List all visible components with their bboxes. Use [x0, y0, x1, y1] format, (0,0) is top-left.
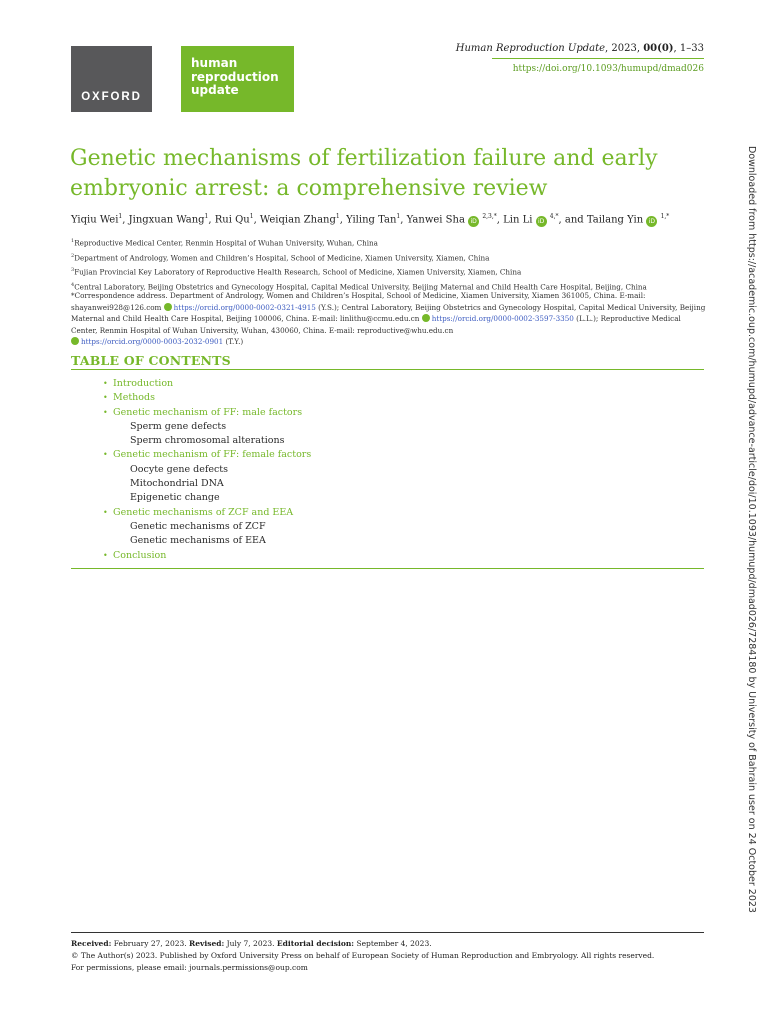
journal-logo-line: update [191, 83, 239, 97]
author-name: Weiqian Zhang [259, 214, 336, 226]
bullet-icon: • [103, 550, 108, 560]
author-affiliation-marker: 2,3,* [482, 213, 497, 220]
affiliation-text: Reproductive Medical Center, Renmin Hospital of Wuhan University, Wuhan, China [74, 238, 378, 248]
affiliations [71, 235, 711, 293]
author-name: Yiling Tan [346, 214, 397, 226]
decision-date: September 4, 2023. [356, 939, 432, 948]
author-name: Rui Qu [214, 214, 250, 226]
affiliation-text: Fujian Provincial Key Laboratory of Reproductive Health Research, School of Medicine, Xiamen University, Xiamen, China [74, 267, 522, 277]
toc-subsection [103, 477, 663, 491]
author-affiliation-marker: 1 [396, 213, 401, 220]
affiliation-text: Department of Andrology, Women and Children’s Hospital, School of Medicine, Xiamen University, Xiamen, China [74, 252, 490, 262]
orcid-link[interactable]: https://orcid.org/0000-0002-0321-4915 [173, 302, 316, 312]
affiliation-number: 1 [71, 238, 75, 244]
author-affiliation-marker: 1,* [660, 213, 670, 220]
revised-label: Revised: [189, 939, 225, 948]
author-name: Yanwei Sha [406, 214, 465, 226]
orcid-icon[interactable]: iD [646, 216, 657, 227]
affiliation-text: Central Laboratory, Beijing Obstetrics and Gynecology Hospital, Capital Medical University, Beijing Maternal and Child Health Care Hospital, Beijing, China [74, 282, 647, 292]
toc-section-link[interactable] [103, 448, 663, 462]
author-name: Lin Li [503, 214, 533, 226]
author-affiliation-marker: 4,* [549, 213, 559, 220]
orcid-link[interactable]: https://orcid.org/0000-0003-2032-0901 [81, 337, 224, 347]
doi-link[interactable]: https://doi.org/10.1093/humupd/dmad026 [512, 64, 704, 74]
toc-label: Epigenetic change [130, 492, 220, 504]
journal-citation [456, 43, 704, 54]
author-name: Tailang Yin [586, 214, 644, 226]
bullet-icon: • [103, 450, 108, 460]
correspondence-text: *Correspondence address. Department of Andrology, Women and Children’s Hospital, School of Medicine, Xiamen University, Xiamen 361005, China. E-mail: shayanwei928@126.com [71, 291, 646, 312]
toc-label: Mitochondrial DNA [130, 478, 224, 490]
affiliation-item [71, 250, 711, 265]
orcid-icon[interactable]: iD [468, 216, 479, 227]
toc-label: Genetic mechanism of FF: male factors [113, 406, 303, 418]
journal-logo [181, 46, 294, 112]
toc-label: Oocyte gene defects [130, 463, 228, 475]
correspondence-text: (T.Y.) [225, 337, 244, 347]
toc-label: Introduction [113, 378, 174, 389]
toc-section-link[interactable] [103, 406, 663, 420]
toc-label: Genetic mechanisms of EEA [130, 535, 266, 547]
toc-label: Genetic mechanisms of ZCF and EEA [113, 506, 294, 518]
footer-divider [71, 932, 704, 933]
toc-heading: TABLE OF CONTENTS [71, 353, 231, 368]
author-affiliation-marker: 1 [249, 213, 254, 220]
affiliation-number: 2 [71, 252, 75, 259]
affiliation-number: 4 [71, 281, 75, 288]
orcid-icon [422, 314, 430, 322]
publication-dates [71, 938, 711, 950]
download-note-text: Downloaded from https://academic.oup.com/humupd/advance-article/doi/10.1093/humupd/dmad026/7284180 by University of Bahrain user on 24 October 2023 [746, 146, 757, 913]
author-name: Jingxuan Wang [128, 214, 205, 226]
decision-label: Editorial decision: [276, 939, 355, 948]
toc-label: Genetic mechanism of FF: female factors [113, 449, 312, 461]
toc-label: Sperm chromosomal alterations [130, 435, 285, 447]
received-label: Received: [71, 939, 112, 948]
toc-section-link[interactable] [103, 391, 663, 405]
bullet-icon: • [103, 407, 108, 417]
oxford-logo [71, 46, 152, 112]
journal-logo-line: reproduction [191, 69, 279, 84]
article-title: Genetic mechanisms of fertilization failure and early embryonic arrest: a comprehensive review [70, 146, 658, 201]
toc-subsection [103, 520, 663, 534]
toc-subsection [103, 463, 663, 477]
toc-divider [71, 369, 704, 370]
toc-divider [71, 568, 704, 569]
orcid-icon [164, 303, 172, 311]
toc-label: Conclusion [113, 549, 167, 561]
citation-issue: 00(0) [643, 43, 674, 54]
affiliation-number: 3 [71, 267, 75, 274]
oxford-logo-text: OXFORD [81, 91, 142, 103]
toc-label: Methods [113, 392, 155, 404]
bullet-icon: • [103, 393, 108, 403]
toc-subsection [103, 420, 663, 434]
orcid-link[interactable]: https://orcid.org/0000-0002-3597-3350 [431, 314, 574, 324]
journal-logo-line: human [191, 56, 238, 70]
orcid-icon [71, 337, 79, 345]
toc-list [103, 377, 663, 563]
toc-section-link[interactable] [103, 549, 663, 563]
author-affiliation-marker: 1 [204, 213, 209, 220]
correspondence-address [71, 290, 706, 348]
copyright-notice: © The Author(s) 2023. Published by Oxford University Press on behalf of European Society of Human Reproduction and Embryology. All rights reserved. [71, 951, 655, 961]
author-name: Yiqiu Wei [71, 214, 119, 226]
revised-date: July 7, 2023. [226, 939, 275, 948]
correspondence-text: (Y.S.); Central Laboratory, Beijing Obstetrics and Gynecology Hospital, Capital Medical University, Beijing Maternal and Child Health Care Hospital, Beijing 100006, China. E-mail: linlithu@ccmu.edu.cn [71, 302, 706, 324]
toc-subsection [103, 534, 663, 548]
correspondence-text: (L.L.); Reproductive Medical Center, Renmin Hospital of Wuhan University, Wuhan, 430060, China. E-mail: reproductive@whu.edu.cn [71, 314, 681, 335]
toc-section-link[interactable] [103, 506, 663, 520]
toc-subsection [103, 491, 663, 505]
affiliation-item [71, 264, 711, 279]
bullet-icon: • [103, 379, 108, 388]
bullet-icon: • [103, 507, 108, 517]
author-list: Yiqiu Wei$^1$, Jingxuan Wang$^1$, Rui Qu$^1$, Weiqian Zhang$^1$, Yiling Tan$^1$, Yanwei Sha iD $^{2,3,*}$, Lin Li iD $^{4,*}$, and Tailang Yin iD $^{1,*}$ [71, 213, 670, 226]
footer [71, 938, 711, 975]
orcid-icon[interactable]: iD [536, 216, 547, 227]
citation-pages: , 1–33 [673, 43, 704, 54]
download-watermark [743, 146, 757, 913]
permissions-notice: For permissions, please email: journals.permissions@oup.com [71, 963, 308, 973]
author-affiliation-marker: 1 [118, 213, 123, 220]
toc-subsection [103, 434, 663, 448]
toc-section-link[interactable] [103, 377, 663, 391]
author-affiliation-marker: 1 [335, 213, 340, 220]
citation-year: , 2023, [605, 43, 644, 54]
journal-name: Human Reproduction Update [455, 43, 606, 54]
header-divider [492, 58, 704, 59]
received-date: February 27, 2023. [113, 939, 187, 948]
affiliation-item [71, 235, 711, 250]
toc-label: Sperm gene defects [130, 420, 227, 432]
toc-label: Genetic mechanisms of ZCF [130, 520, 266, 532]
